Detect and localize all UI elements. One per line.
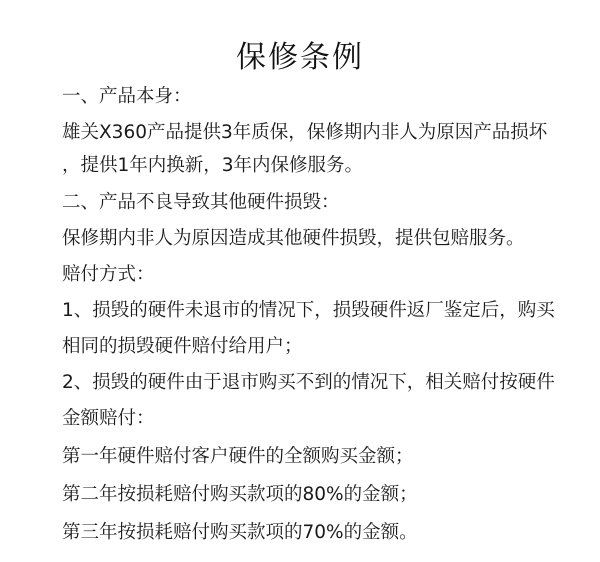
list-item-continuation: 金额赔付：: [62, 408, 155, 429]
compensation-year-1: 第一年硬件赔付客户硬件的全额购买金额；: [62, 446, 414, 467]
section-heading-product: 一、产品本身：: [62, 86, 192, 107]
list-item: 2、损毁的硬件由于退市购买不到的情况下，相关赔付按硬件: [62, 372, 555, 393]
section-heading-compensation: 赔付方式：: [62, 264, 155, 285]
paragraph-line: ，提供1年内换新，3年内保修服务。: [62, 155, 364, 176]
page-title: 保修条例: [236, 40, 364, 76]
compensation-year-3: 第三年按损耗赔付购买款项的70%的金额。: [62, 522, 418, 543]
compensation-year-2: 第二年按损耗赔付购买款项的80%的金额；: [62, 484, 418, 505]
section-heading-damage: 二、产品不良导致其他硬件损毁：: [62, 192, 340, 213]
list-item-continuation: 相同的损毁硬件赔付给用户；: [62, 336, 303, 357]
paragraph-line: 雄关X360产品提供3年质保，保修期内非人为原因产品损坏: [62, 122, 548, 143]
list-item: 1、损毁的硬件未退市的情况下，损毁硬件返厂鉴定后，购买: [62, 300, 555, 321]
paragraph-line: 保修期内非人为原因造成其他硬件损毁，提供包赔服务。: [62, 228, 525, 249]
